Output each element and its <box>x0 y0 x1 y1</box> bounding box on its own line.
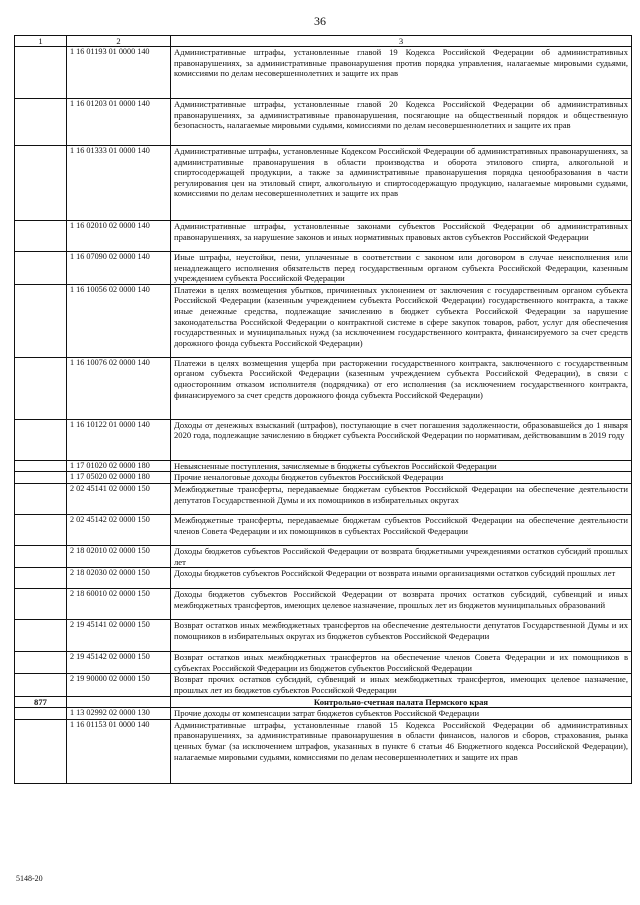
table-row <box>15 483 632 514</box>
revenue-description-cell: Прочие доходы от компенсации затрат бюджетов субъектов Российской Федерации <box>171 708 632 720</box>
admin-code-cell <box>15 568 67 589</box>
admin-code-cell <box>15 419 67 460</box>
revenue-description-cell: Доходы бюджетов субъектов Российской Федерации от возврата прочих остатков субсидий, субвенций и иных межбюджетных трансфертов, имеющих целевое назначение, прошлых лет из бюджетов муниципальных образований <box>171 589 632 620</box>
revenue-description-cell: Возврат остатков иных межбюджетных трансфертов на обеспечение членов Совета Федерации и их помощников в субъектах Российской Федерации из бюджетов субъектов Российской Федерации <box>171 652 632 674</box>
table-row <box>15 357 632 419</box>
revenue-description-cell: Межбюджетные трансферты, передаваемые бюджетам субъектов Российской Федерации на обеспечение деятельности членов Совета Федерации и их помощников в субъектах Российской Федерации <box>171 514 632 545</box>
budget-classification-code-cell: 2 02 45142 02 0000 150 <box>67 514 171 545</box>
table-row <box>15 419 632 460</box>
revenue-description-cell: Административные штрафы, установленные Кодексом Российской Федерации об административных правонарушениях, за административные правонарушения в области производства и оборота этилового спирта, алкогольной и спиртосодержащей продукции, а также за административные правонарушения порядка ценообразования в части регулирования цен на этиловый спирт, алкогольную и спиртосодержащую продукцию, налагаемые мировыми судьями, комиссиями по делам несовершеннолетних и защите их прав <box>171 146 632 221</box>
admin-code-cell <box>15 589 67 620</box>
column-header-3: 3 <box>171 36 632 47</box>
budget-classification-code-cell: 1 16 01203 01 0000 140 <box>67 99 171 146</box>
budget-classification-code-cell: 1 16 07090 02 0000 140 <box>67 252 171 285</box>
admin-code-cell <box>15 357 67 419</box>
admin-code-cell <box>15 472 67 484</box>
admin-code-cell <box>15 460 67 472</box>
budget-classification-code-cell: 2 02 45141 02 0000 150 <box>67 483 171 514</box>
revenue-description-cell: Межбюджетные трансферты, передаваемые бюджетам субъектов Российской Федерации на обеспечение деятельности депутатов Государственной Думы и их помощников в избирательных округах <box>171 483 632 514</box>
admin-code-cell <box>15 47 67 99</box>
table-row <box>15 708 632 720</box>
column-header-1: 1 <box>15 36 67 47</box>
revenue-description-cell: Доходы бюджетов субъектов Российской Федерации от возврата иными организациями остатков субсидий прошлых лет <box>171 568 632 589</box>
revenue-description-cell: Иные штрафы, неустойки, пени, уплаченные в соответствии с законом или договором в случае неисполнения или ненадлежащего исполнения обязательств перед государственным органом субъекта Российской Федерации, казенным учреждением субъекта Российской Федерации <box>171 252 632 285</box>
admin-code-cell <box>15 221 67 252</box>
table-row <box>15 514 632 545</box>
admin-code-cell: 877 <box>15 696 67 708</box>
budget-classification-code-cell: 1 13 02992 02 0000 130 <box>67 708 171 720</box>
table-row <box>15 47 632 99</box>
admin-code-cell <box>15 545 67 567</box>
admin-code-cell <box>15 514 67 545</box>
revenue-description-cell: Невыясненные поступления, зачисляемые в бюджеты субъектов Российской Федерации <box>171 460 632 472</box>
budget-classification-code-cell: 2 18 02010 02 0000 150 <box>67 545 171 567</box>
budget-classification-code-cell: 1 16 01333 01 0000 140 <box>67 146 171 221</box>
table-row <box>15 652 632 674</box>
budget-classification-code-cell: 1 16 01193 01 0000 140 <box>67 47 171 99</box>
table-row <box>15 460 632 472</box>
revenue-description-cell: Прочие неналоговые доходы бюджетов субъектов Российской Федерации <box>171 472 632 484</box>
budget-classification-code-cell <box>67 696 171 708</box>
budget-classification-code-cell: 1 16 02010 02 0000 140 <box>67 221 171 252</box>
table-row <box>15 620 632 652</box>
table-row <box>15 146 632 221</box>
table-row <box>15 545 632 567</box>
revenue-description-cell: Платежи в целях возмещения убытков, причиненных уклонением от заключения с государственным органом субъекта Российской Федерации (казенным учреждением субъекта Российской Федерации) государственного контракта, а также иные денежные средства, подлежащие зачислению в бюджет субъекта Российской Федерации за нарушение законодательства Российской Федерации о контрактной системе в сфере закупок товаров, работ, услуг для обеспечения государственных и муниципальных нужд (за исключением государственного контракта, финансируемого за счет средств дорожного фонда субъекта Российской Федерации) <box>171 284 632 357</box>
document-table <box>14 35 632 784</box>
table-row <box>15 284 632 357</box>
admin-code-cell <box>15 146 67 221</box>
budget-classification-code-cell: 2 19 90000 02 0000 150 <box>67 674 171 696</box>
budget-classification-code-cell: 1 16 10076 02 0000 140 <box>67 357 171 419</box>
table-row <box>15 568 632 589</box>
admin-code-cell <box>15 252 67 285</box>
revenue-description-cell: Возврат прочих остатков субсидий, субвенций и иных межбюджетных трансфертов, имеющих целевое назначение, прошлых лет из бюджетов субъектов Российской Федерации <box>171 674 632 696</box>
revenue-description-cell: Доходы бюджетов субъектов Российской Федерации от возврата бюджетными учреждениями остатков субсидий прошлых лет <box>171 545 632 567</box>
page-number: 36 <box>314 14 326 28</box>
revenue-description-cell: Платежи в целях возмещения ущерба при расторжении государственного контракта, заключенного с государственным органом субъекта Российской Федерации (казенным учреждением субъекта Российской Федерации), в связи с односторонним отказом исполнителя (подрядчика) от его исполнения (за исключением государственного контракта, финансируемого за счет средств дорожного фонда субъекта Российской Федерации) <box>171 357 632 419</box>
column-header-2: 2 <box>67 36 171 47</box>
revenue-description-cell: Доходы от денежных взысканий (штрафов), поступающие в счет погашения задолженности, образовавшейся до 1 января 2020 года, подлежащие зачислению в бюджет субъекта Российской Федерации по нормативам, действовавшим в 2019 году <box>171 419 632 460</box>
revenue-description-cell: Административные штрафы, установленные законами субъектов Российской Федерации об административных правонарушениях, за нарушение законов и иных нормативных правовых актов субъектов Российской Федерации <box>171 221 632 252</box>
table-row <box>15 99 632 146</box>
table-row <box>15 252 632 285</box>
admin-code-cell <box>15 620 67 652</box>
revenue-description-cell: Возврат остатков иных межбюджетных трансфертов на обеспечение деятельности депутатов Государственной Думы и их помощников в избирательных округах из бюджетов субъектов Российской Федерации <box>171 620 632 652</box>
table-row <box>15 674 632 696</box>
table-row <box>15 719 632 783</box>
admin-code-cell <box>15 483 67 514</box>
admin-code-cell <box>15 99 67 146</box>
budget-classification-code-cell: 1 16 01153 01 0000 140 <box>67 719 171 783</box>
admin-code-cell <box>15 652 67 674</box>
budget-classification-code-cell: 2 19 45142 02 0000 150 <box>67 652 171 674</box>
revenue-description-cell: Административные штрафы, установленные главой 20 Кодекса Российской Федерации об административных правонарушениях, за административные правонарушения, посягающие на общественный порядок и общественную безопасность, налагаемые мировыми судьями, комиссиями по делам несовершеннолетних и защите их прав <box>171 99 632 146</box>
budget-classification-code-cell: 2 18 02030 02 0000 150 <box>67 568 171 589</box>
admin-code-cell <box>15 719 67 783</box>
admin-code-cell <box>15 708 67 720</box>
revenue-description-cell: Административные штрафы, установленные главой 15 Кодекса Российской Федерации об административных правонарушениях, за административные правонарушения в области финансов, налогов и сборов, страхования, рынка ценных бумаг (за исключением штрафов, указанных в пункте 6 статьи 46 Бюджетного кодекса Российской Федерации), налагаемые мировыми судьями, комиссиями по делам несовершеннолетних и защите их прав <box>171 719 632 783</box>
budget-classification-code-cell: 1 16 10122 01 0000 140 <box>67 419 171 460</box>
budget-classification-code-cell: 1 17 05020 02 0000 180 <box>67 472 171 484</box>
table-header-row <box>15 36 632 47</box>
table-section-row <box>15 696 632 708</box>
table-row <box>15 589 632 620</box>
admin-code-cell <box>15 284 67 357</box>
revenue-description-cell: Контрольно-счетная палата Пермского края <box>171 696 632 708</box>
admin-code-cell <box>15 674 67 696</box>
document-footer-code: 5148-20 <box>16 874 43 883</box>
table-row <box>15 472 632 484</box>
revenue-description-cell: Административные штрафы, установленные главой 19 Кодекса Российской Федерации об административных правонарушениях, за административные правонарушения против порядка управления, налагаемые мировыми судьями, комиссиями по делам несовершеннолетних и защите их прав <box>171 47 632 99</box>
budget-classification-code-cell: 1 16 10056 02 0000 140 <box>67 284 171 357</box>
budget-classification-code-cell: 2 18 60010 02 0000 150 <box>67 589 171 620</box>
table-row <box>15 221 632 252</box>
budget-classification-code-cell: 2 19 45141 02 0000 150 <box>67 620 171 652</box>
budget-classification-code-cell: 1 17 01020 02 0000 180 <box>67 460 171 472</box>
